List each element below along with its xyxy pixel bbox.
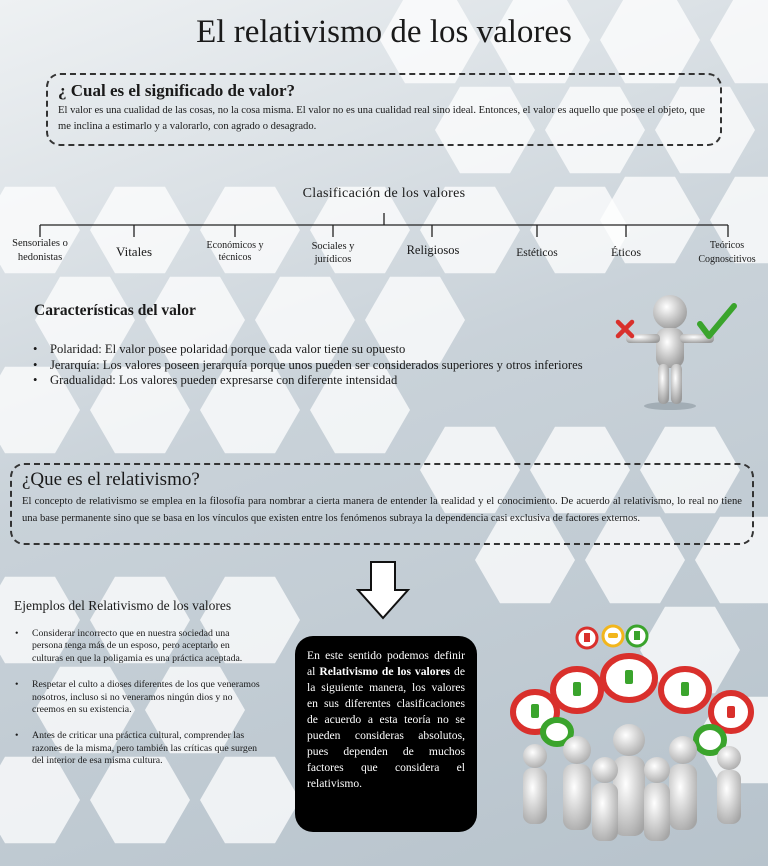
cross-icon [618,322,632,336]
list-item: • Gradualidad: Los valores pueden expresarse con diferente intensidad [30,373,615,389]
down-arrow-icon [355,560,411,620]
clasificacion-item-sociales: Sociales y jurídicos [311,241,355,265]
conclusion-text-post: de la siguiente manera, los valores en sus diferentes clasificaciones de acuerdo a esta teoría no se pueden consideras absolutos, pues dependen de muchos factores que considera el relativismo. [307,665,466,790]
list-item: • Antes de criticar una práctica cultural, comprender las razones de la misma, pero también las críticas que surgen del interior de esa misma cultura. [14,730,262,767]
conclusion-text-bold: Relativismo de los valores [319,665,451,678]
clasificacion-item-vitales: Vitales [115,244,153,259]
clasificacion-item-sensoriales: Sensoriales o hedonistas [12,238,68,263]
conclusion-text-pre: En este sentido podemos definir al [307,649,465,678]
thumbs-down-bubble-icon [577,628,597,648]
clasificacion-item-economicos: Económicos y técnicos [206,240,264,263]
person-balance-illustration [612,290,742,412]
conclusion-box [295,636,477,832]
clasificacion-item-religiosos: Religiosos [406,243,460,257]
list-item: • Jerarquía: Los valores poseen jerarquía porque unos pueden ser considerados superiores y otros inferiores [30,358,615,374]
caracteristicas-title: Características del valor [34,302,196,319]
list-item: • Respetar el culto a dioses diferentes de los que veneramos nosotros, incluso si no veneramos ningún dios y no creemos en su existencia. [14,679,262,716]
thumbs-up-bubble-icon [627,626,647,646]
ejemplos-list [14,628,262,782]
clasificacion-item-esteticos: Estéticos [516,247,558,259]
valor-text: El valor es una cualidad de las cosas, no la cosa misma. El valor no es una cualidad real sino ideal. Entonces, el valor es aquello que posee el objeto, que me inclina a estimarlo y a valorarlo, con agrado o desagrado. [58,105,705,132]
valor-heading: ¿ Cual es el significado de valor? [58,81,296,100]
relativismo-heading: ¿Que es el relativismo? [22,469,200,490]
clasificacion-tree-lines [0,205,768,245]
relativismo-box [10,463,754,545]
list-item: • Considerar incorrecto que en nuestra sociedad una persona tenga más de un esposo, pero aceptarlo en culturas en que la poligamia es una práctica aceptada. [14,628,262,665]
people-opinions-illustration [505,620,755,846]
relativismo-text: El concepto de relativismo se emplea en la filosofía para nombrar a cierta manera de entender la realidad y el conocimiento. De acuerdo al relativismo, lo real no tiene una base permanente sino que se basa en los vínculos que existen entre los fenómenos subraya la dependencia casi exclusiva de factores externos. [22,496,742,524]
clasificacion-item-teoricos: Teóricos Cognoscitivos [698,240,756,265]
check-icon [700,306,734,336]
chat-bubble-icon [603,626,623,646]
ejemplos-title: Ejemplos del Relativismo de los valores [14,598,232,613]
clasificacion-title: Clasificación de los valores [302,186,466,201]
caracteristicas-list [30,342,615,389]
list-item: • Polaridad: El valor posee polaridad porque cada valor tiene su opuesto [30,342,615,358]
page-title: El relativismo de los valores [196,14,572,50]
valor-definition-box [46,73,722,146]
clasificacion-item-eticos: Éticos [611,245,641,259]
